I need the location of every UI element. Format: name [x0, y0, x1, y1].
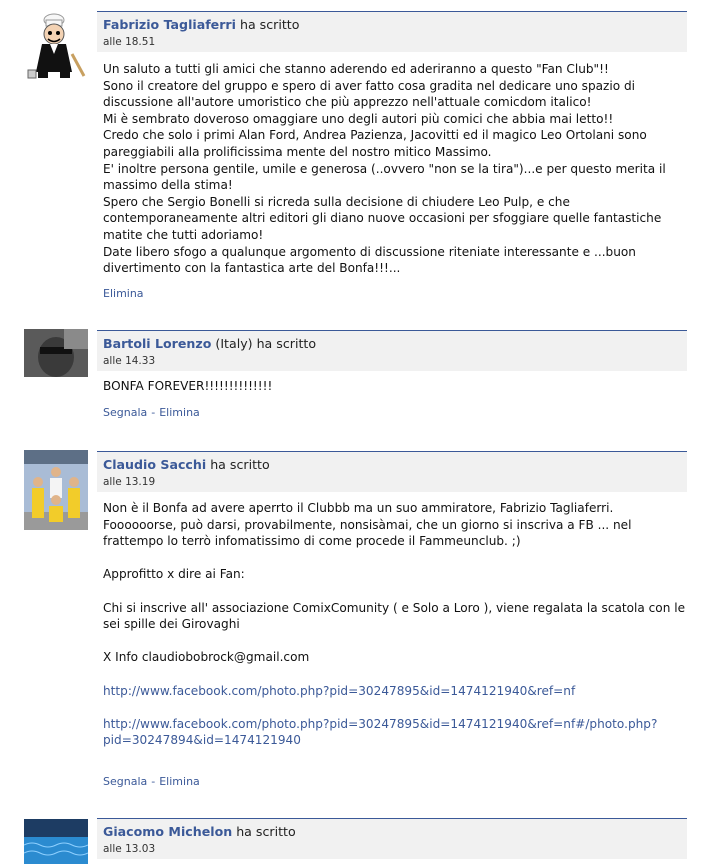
post-header — [97, 330, 687, 371]
cartoon-chef-icon — [24, 10, 88, 85]
post-text-line: E' inoltre persona gentile, umile e generosa (..ovvero "non se la tira")...e per questo merita il — [103, 161, 666, 176]
post-header — [97, 11, 687, 52]
post-text-line: pareggiabili alla prolificissima mente del nostro mitico Massimo. — [103, 144, 492, 159]
post-body — [103, 61, 703, 277]
author-verb: ha scritto — [239, 17, 300, 32]
author-link[interactable]: Fabrizio Tagliaferri — [103, 17, 236, 32]
delete-link[interactable]: Elimina — [159, 406, 200, 419]
delete-link[interactable]: Elimina — [103, 287, 144, 300]
post-time: alle 18.51 — [103, 36, 156, 48]
post-link-continued[interactable]: pid=30247894&id=1474121940 — [103, 733, 301, 748]
action-separator: - — [151, 406, 156, 419]
author-link[interactable]: Bartoli Lorenzo — [103, 336, 212, 351]
post-link[interactable]: http://www.facebook.com/photo.php?pid=30247895&id=1474121940&ref=nf#/photo.php? — [103, 716, 658, 731]
group-photo-icon — [24, 450, 88, 530]
author-link[interactable]: Claudio Sacchi — [103, 457, 207, 472]
author-verb: ha scritto — [236, 824, 296, 839]
post-text-line: Approfitto x dire ai Fan: — [103, 567, 245, 582]
post-text-line: X Info claudiobobrock@gmail.com — [103, 650, 310, 665]
blank-line — [103, 550, 703, 567]
avatar[interactable] — [24, 819, 88, 864]
avatar[interactable] — [24, 10, 88, 85]
post-text-line: Un saluto a tutti gli amici che stanno aderendo ed aderiranno a questo "Fan Club"!! — [103, 62, 609, 76]
blank-line — [103, 583, 703, 600]
post-actions — [103, 287, 144, 300]
post-text-line: massimo della stima! — [103, 178, 233, 193]
post-header — [97, 451, 687, 492]
post-actions — [103, 775, 200, 788]
post-text-line: discussione all'autore umoristico che più apprezzo nell'attuale comicdom italico! — [103, 95, 592, 110]
post-text-line: Mi è sembrato doveroso omaggiare uno degli autori più comici che abbia mai letto!! — [103, 111, 614, 126]
post-body — [103, 500, 703, 749]
author-location: (Italy) — [215, 336, 253, 351]
post-text-line: BONFA FOREVER!!!!!!!!!!!!!! — [103, 379, 273, 393]
post-text-line: divertimento con la fantastica arte del Bonfa!!!... — [103, 261, 401, 276]
post-text-line: Date libero sfogo a qualunque argomento di discussione riteniate interessante e ...buon — [103, 244, 636, 259]
post-time: alle 14.33 — [103, 355, 156, 367]
avatar[interactable] — [24, 450, 88, 530]
post-actions — [103, 406, 200, 419]
post-text-line: matite che tutti adoriamo! — [103, 227, 264, 242]
post-text-line: contemporaneamente altri editori gli diano nuove occasioni per sfoggiare quelle fantastiche — [103, 211, 662, 226]
avatar[interactable] — [24, 329, 88, 377]
post-time: alle 13.19 — [103, 476, 156, 488]
action-separator: - — [151, 775, 156, 788]
blank-line — [103, 699, 703, 716]
post-text-line: sei spille dei Girovaghi — [103, 617, 240, 632]
pool-photo-icon — [24, 819, 88, 864]
post-text-line: Non è il Bonfa ad avere aperrto il Clubbb ma un suo ammiratore, Fabrizio Tagliaferri. — [103, 501, 614, 515]
blank-line — [103, 666, 703, 683]
post-text-line: Spero che Sergio Bonelli si ricreda sulla decisione di chiudere Leo Pulp, e che — [103, 194, 570, 209]
author-verb: ha scritto — [256, 336, 317, 351]
delete-link[interactable]: Elimina — [159, 775, 200, 788]
blank-line — [103, 633, 703, 650]
report-link[interactable]: Segnala — [103, 406, 148, 419]
user-photo-icon — [24, 329, 88, 377]
report-link[interactable]: Segnala — [103, 775, 148, 788]
post-text-line: Sono il creatore del gruppo e spero di aver fatto cosa gradita nel dedicare uno spazio di — [103, 78, 636, 93]
post-text-line: frattempo lo terrò infomatissimo di come procede il Fammeunclub. ;) — [103, 534, 521, 549]
post-text-line: Foooooorse, può darsi, provabilmente, nonsisàmai, che un giorno si inscriva a FB ... nel — [103, 517, 632, 532]
post-text-line: Chi si inscrive all' associazione ComixComunity ( e Solo a Loro ), viene regalata la scatola con le — [103, 600, 686, 615]
post-link[interactable]: http://www.facebook.com/photo.php?pid=30247895&id=1474121940&ref=nf — [103, 683, 576, 698]
post-body — [103, 378, 703, 395]
post-text-line: Credo che solo i primi Alan Ford, Andrea Pazienza, Jacovitti ed il magico Leo Ortolani sono — [103, 128, 647, 143]
author-verb: ha scritto — [210, 457, 270, 472]
post-header — [97, 818, 687, 859]
post-time: alle 13.03 — [103, 843, 156, 855]
author-link[interactable]: Giacomo Michelon — [103, 824, 233, 839]
